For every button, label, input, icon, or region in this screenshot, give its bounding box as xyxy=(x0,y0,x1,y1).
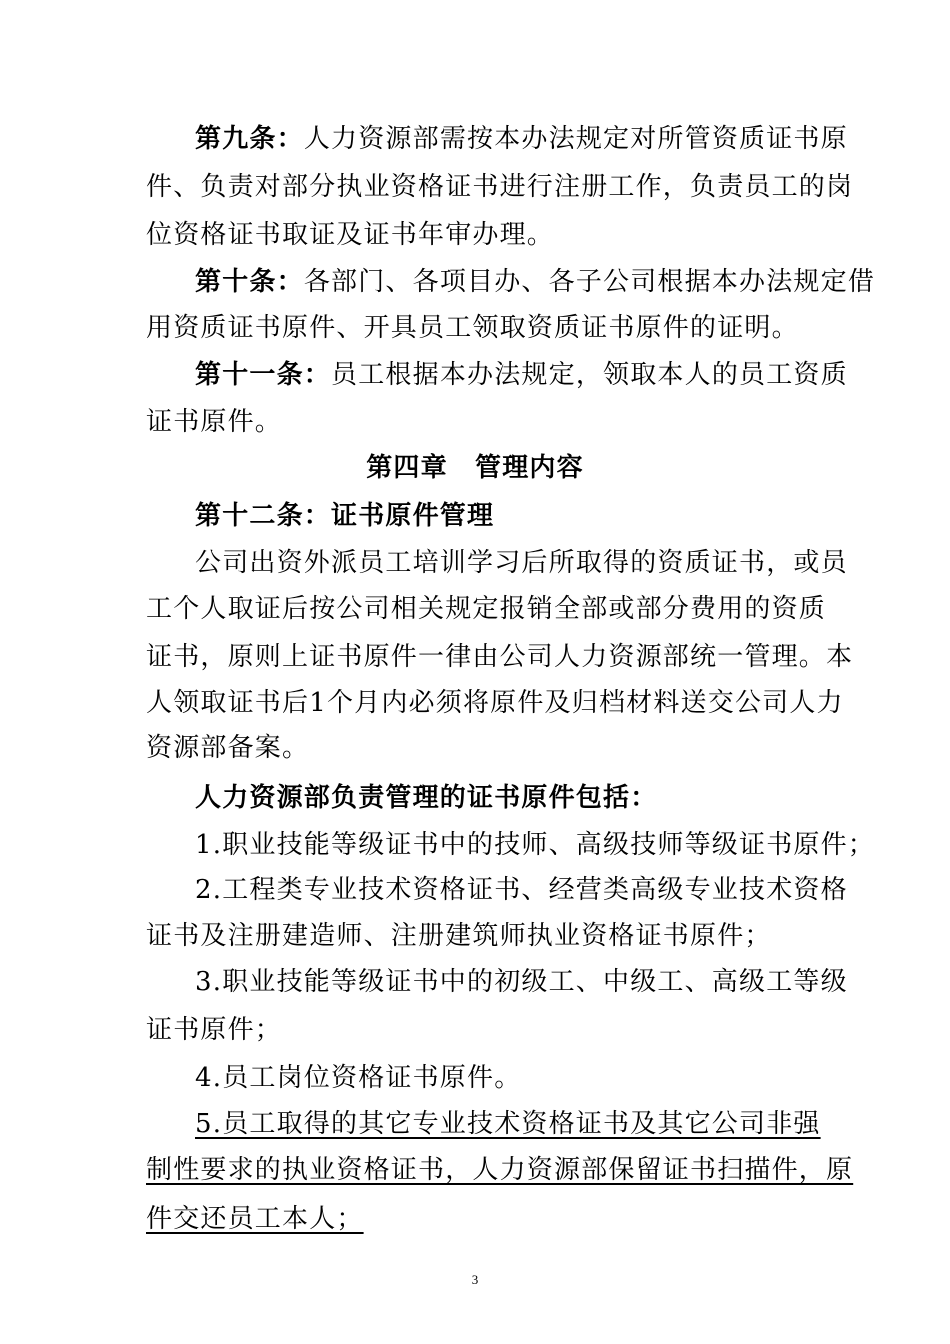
text-line xyxy=(146,405,282,439)
article-label: 人力资源部负责管理的证书原件包括： xyxy=(195,783,658,813)
line-text: 5.员工取得的其它专业技术资格证书及其它公司非强 xyxy=(195,1109,821,1139)
line-text: 证书原件； xyxy=(146,1015,283,1045)
text-line xyxy=(195,1107,821,1141)
line-text: 3.职业技能等级证书中的初级工、中级工、高级工等级 xyxy=(195,967,848,997)
text-line xyxy=(146,1013,282,1047)
text-line xyxy=(195,781,657,815)
text-line xyxy=(195,873,848,907)
text-line xyxy=(146,1202,364,1236)
line-text: 资源部备案。 xyxy=(146,733,310,763)
text-line xyxy=(195,122,848,156)
text-line xyxy=(195,546,848,580)
line-text: 工个人取证后按公司相关规定报销全部或部分费用的资质 xyxy=(146,594,827,624)
text-line xyxy=(195,358,848,392)
line-text: 人领取证书后1个月内必须将原件及归档材料送交公司人力 xyxy=(146,688,844,718)
text-line xyxy=(195,1061,521,1095)
line-text: 公司出资外派员工培训学习后所取得的资质证书，或员 xyxy=(195,548,848,578)
line-text: 用资质证书原件、开具员工领取资质证书原件的证明。 xyxy=(146,313,799,343)
text-line xyxy=(146,170,853,204)
line-text: 件、负责对部分执业资格证书进行注册工作，负责员工的岗 xyxy=(146,172,854,202)
article-label: 第十一条： xyxy=(195,360,332,390)
text-line xyxy=(146,686,844,720)
text-line xyxy=(146,218,554,252)
line-text: 员工根据本办法规定，领取本人的员工资质 xyxy=(331,360,848,390)
line-text: 人力资源部需按本办法规定对所管资质证书原 xyxy=(303,124,848,154)
heading-text: 第四章 管理内容 xyxy=(366,453,584,483)
text-line xyxy=(195,828,875,862)
text-line xyxy=(146,731,309,765)
page-number: 3 xyxy=(471,1272,479,1287)
line-text: 2.工程类专业技术资格证书、经营类高级专业技术资格 xyxy=(195,875,848,905)
line-text: 1.职业技能等级证书中的技师、高级技师等级证书原件； xyxy=(195,830,876,860)
text-line xyxy=(146,919,772,953)
text-line xyxy=(146,640,853,674)
line-text: 4.员工岗位资格证书原件。 xyxy=(195,1063,522,1093)
text-line xyxy=(195,265,875,299)
line-text: 件交还员工本人； xyxy=(146,1204,364,1234)
line-text: 证书原件。 xyxy=(146,407,283,437)
article-label: 第九条： xyxy=(195,124,304,154)
line-text: 证书，原则上证书原件一律由公司人力资源部统一管理。本 xyxy=(146,642,854,672)
text-line xyxy=(195,965,848,999)
text-line xyxy=(146,592,826,626)
chapter-heading xyxy=(0,451,950,485)
line-text: 各部门、各项目办、各子公司根据本办法规定借 xyxy=(303,267,876,297)
text-line xyxy=(195,499,494,533)
text-line xyxy=(146,311,799,345)
text-line xyxy=(146,1153,853,1187)
line-text: 制性要求的执业资格证书，人力资源部保留证书扫描件，原 xyxy=(146,1155,854,1185)
line-text: 位资格证书取证及证书年审办理。 xyxy=(146,220,555,250)
article-label: 第十条： xyxy=(195,267,304,297)
article-label: 第十二条：证书原件管理 xyxy=(195,501,495,531)
line-text: 证书及注册建造师、注册建筑师执业资格证书原件； xyxy=(146,921,772,951)
